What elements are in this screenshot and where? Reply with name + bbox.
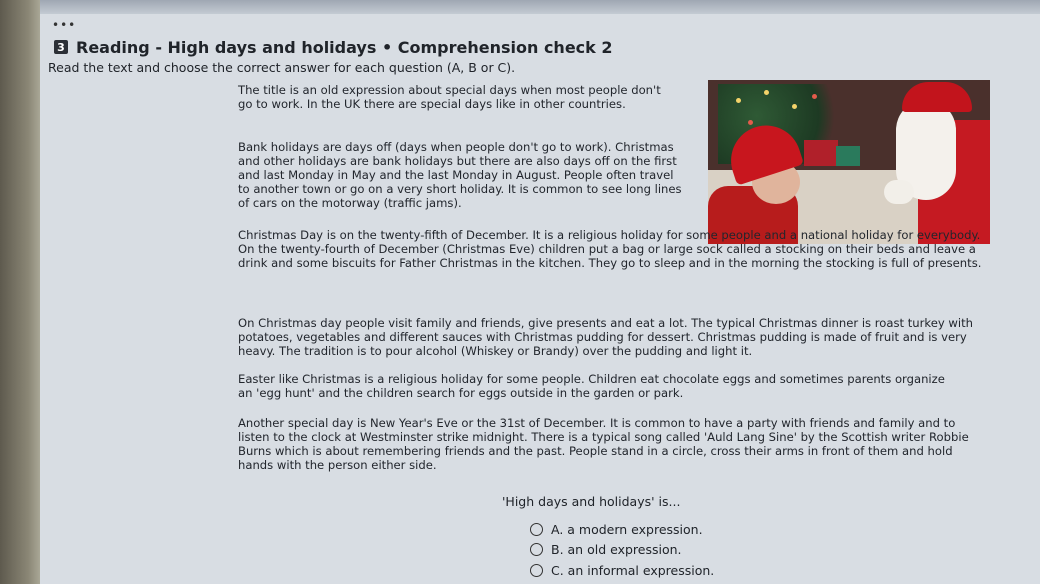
radio-icon[interactable]	[530, 543, 543, 556]
article-paragraph: Easter like Christmas is a religious holiday for some people. Children eat chocolate eggs and sometimes parents organize an 'egg hunt' and the children search for eggs outside in the garden or park.	[238, 372, 945, 400]
section-header	[54, 36, 613, 58]
device-bezel	[0, 0, 40, 584]
answer-option-label: A. a modern expression.	[551, 522, 703, 537]
lesson-page	[40, 14, 1040, 584]
christmas-photo	[708, 80, 990, 244]
answer-option-b[interactable]	[530, 542, 682, 557]
answer-option-label: C. an informal expression.	[551, 563, 715, 578]
page-title: Reading - High days and holidays • Comprehension check 2	[76, 37, 613, 57]
instruction-text: Read the text and choose the correct answer for each question (A, B or C).	[48, 60, 516, 75]
browser-top-strip	[40, 0, 1040, 14]
menu-dots-icon[interactable]: •••	[52, 18, 77, 32]
answer-option-c[interactable]	[530, 563, 714, 578]
article-paragraph: Bank holidays are days off (days when people don't go to work). Christmas and other holidays are bank holidays but there are also days off on the first and last Monday in May and the last Monday in August. People often travel to another town or go on a very short holiday. It is common to see long lines of cars on the motorway (traffic jams).	[238, 140, 682, 210]
radio-icon[interactable]	[530, 564, 543, 577]
answer-option-label: B. an old expression.	[551, 542, 682, 557]
article-paragraph: Christmas Day is on the twenty-fifth of December. It is a religious holiday for some people and a national holiday for everybody. On the twenty-fourth of December (Christmas Eve) children put a bag or large sock called a stocking on their beds and leave a drink and some biscuits for Father Christmas in the kitchen. They go to sleep and in the morning the stocking is full of presents.	[238, 228, 982, 270]
article-paragraph: On Christmas day people visit family and friends, give presents and eat a lot. The typical Christmas dinner is roast turkey with potatoes, vegetables and different sauces with Christmas pudding for dessert. Christmas pudding is made of fruit and is very heavy. The tradition is to pour alcohol (Whiskey or Brandy) over the pudding and light it.	[238, 316, 973, 358]
quiz-question: 'High days and holidays' is...	[502, 494, 681, 509]
answer-option-a[interactable]	[530, 522, 703, 537]
radio-icon[interactable]	[530, 523, 543, 536]
article-paragraph: The title is an old expression about special days when most people don't go to work. In the UK there are special days like in other countries.	[238, 83, 661, 111]
section-number-badge: 3	[54, 40, 68, 54]
article-paragraph: Another special day is New Year's Eve or the 31st of December. It is common to have a party with friends and family and to listen to the clock at Westminster strike midnight. There is a typical song called 'Auld Lang Sine' by the Scottish writer Robbie Burns which is about remembering friends and the past. People stand in a circle, cross their arms in front of them and hold hands with the person either side.	[238, 416, 969, 472]
